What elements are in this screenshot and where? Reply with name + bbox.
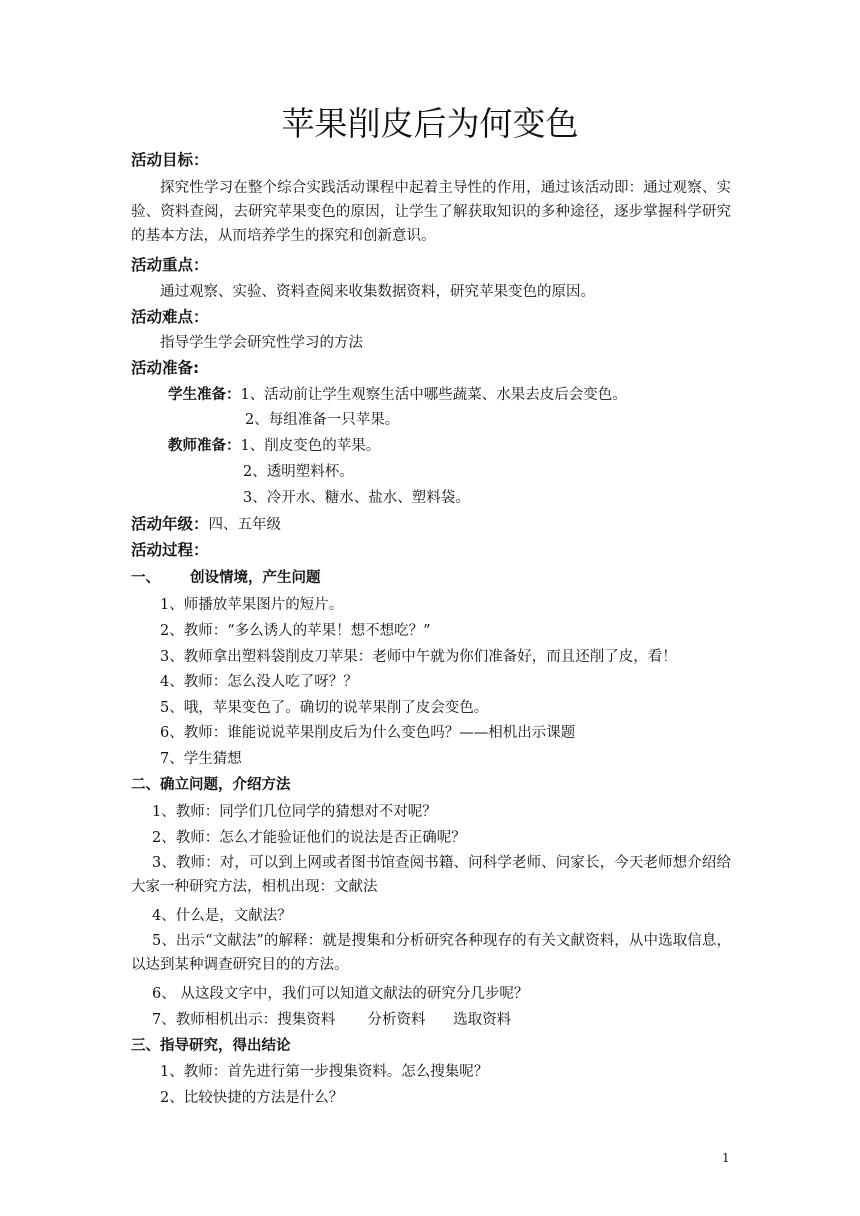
goal-text: 探究性学习在整个综合实践活动课程中起着主导性的作用，通过该活动即：通过观察、实验、资料查阅，去研究苹果变色的原因，让学生了解获取知识的多种途径，逐步掌握科学研究的基本方法，从而培养学生的探究和创新意识。	[131, 180, 731, 244]
list-item: 3、教师拿出塑料袋削皮刀苹果：老师中午就为你们准备好，而且还削了皮，看！	[160, 649, 677, 665]
list-item: 4、什么是，文献法？	[152, 908, 292, 924]
difficulty-heading: 活动难点：	[131, 308, 209, 326]
list-item: 6、教师：谁能说说苹果削皮后为什么变色吗？——相机出示课题	[160, 725, 576, 741]
grade-text: 四、五年级	[208, 517, 282, 533]
student-prep-item: 2、每组准备一只苹果。	[245, 412, 400, 428]
student-prep-line-1	[168, 384, 627, 406]
list-item: 2、教师：怎么才能验证他们的说法是否正确呢？	[152, 830, 466, 846]
goal-heading: 活动目标：	[131, 151, 209, 169]
difficulty-text: 指导学生学会研究性学习的方法	[160, 335, 363, 351]
student-prep-item: 1、活动前让学生观察生活中哪些蔬菜、水果去皮后会变色。	[240, 387, 627, 403]
list-item: 2、比较快捷的方法是什么？	[160, 1090, 344, 1106]
page-number: 1	[722, 1151, 730, 1165]
list-item: 2、教师：“多么诱人的苹果！想不想吃？”	[160, 623, 431, 639]
teacher-prep-item: 3、冷开水、糖水、盐水、塑料袋。	[243, 490, 470, 506]
list-item: 7、学生猜想	[160, 751, 242, 767]
document-title: 苹果削皮后为何变色	[281, 104, 579, 143]
grade-line	[131, 513, 281, 536]
list-item: 5、哦，苹果变色了。确切的说苹果削了皮会变色。	[160, 700, 489, 716]
section-1-number: 一、	[131, 569, 160, 586]
list-item: 6、 从这段文字中，我们可以知道文献法的研究分几步呢？	[152, 986, 529, 1002]
section-2-title: 二、确立问题，介绍方法	[131, 776, 291, 793]
focus-heading: 活动重点：	[131, 256, 209, 274]
student-prep-label: 学生准备：	[168, 386, 241, 403]
section-3-title: 三、指导研究，得出结论	[131, 1037, 291, 1054]
prep-heading: 活动准备:	[131, 359, 200, 377]
teacher-prep-label: 教师准备：	[168, 437, 241, 454]
list-item: 5、出示“文献法”的解释：就是搜集和分析研究各种现存的有关文献资料，从中选取信息，以达到某种调查研究目的的方法。	[131, 933, 731, 973]
list-item: 1、教师：同学们几位同学的猜想对不对呢？	[152, 804, 437, 820]
grade-heading: 活动年级：	[131, 515, 209, 533]
teacher-prep-item: 2、透明塑料杯。	[243, 464, 354, 480]
section-1-title: 创设情境，产生问题	[190, 569, 321, 586]
list-item: 1、教师：首先进行第一步搜集资料。怎么搜集呢？	[160, 1064, 489, 1080]
teacher-prep-line-1	[168, 435, 380, 457]
list-item: 3、教师：对，可以到上网或者图书馆查阅书籍、问科学老师、问家长，今天老师想介绍给大家一种研究方法，相机出现：文献法	[131, 855, 731, 895]
teacher-prep-item: 1、削皮变色的苹果。	[240, 438, 381, 454]
focus-text: 通过观察、实验、资料查阅来收集数据资料，研究苹果变色的原因。	[160, 284, 595, 300]
process-heading: 活动过程：	[131, 541, 209, 559]
list-item: 4、教师：怎么没人吃了呀？？	[160, 674, 358, 690]
list-item: 7、教师相机出示：搜集资料 分析资料 选取资料	[152, 1012, 512, 1028]
list-item: 1、师播放苹果图片的短片。	[160, 597, 344, 613]
